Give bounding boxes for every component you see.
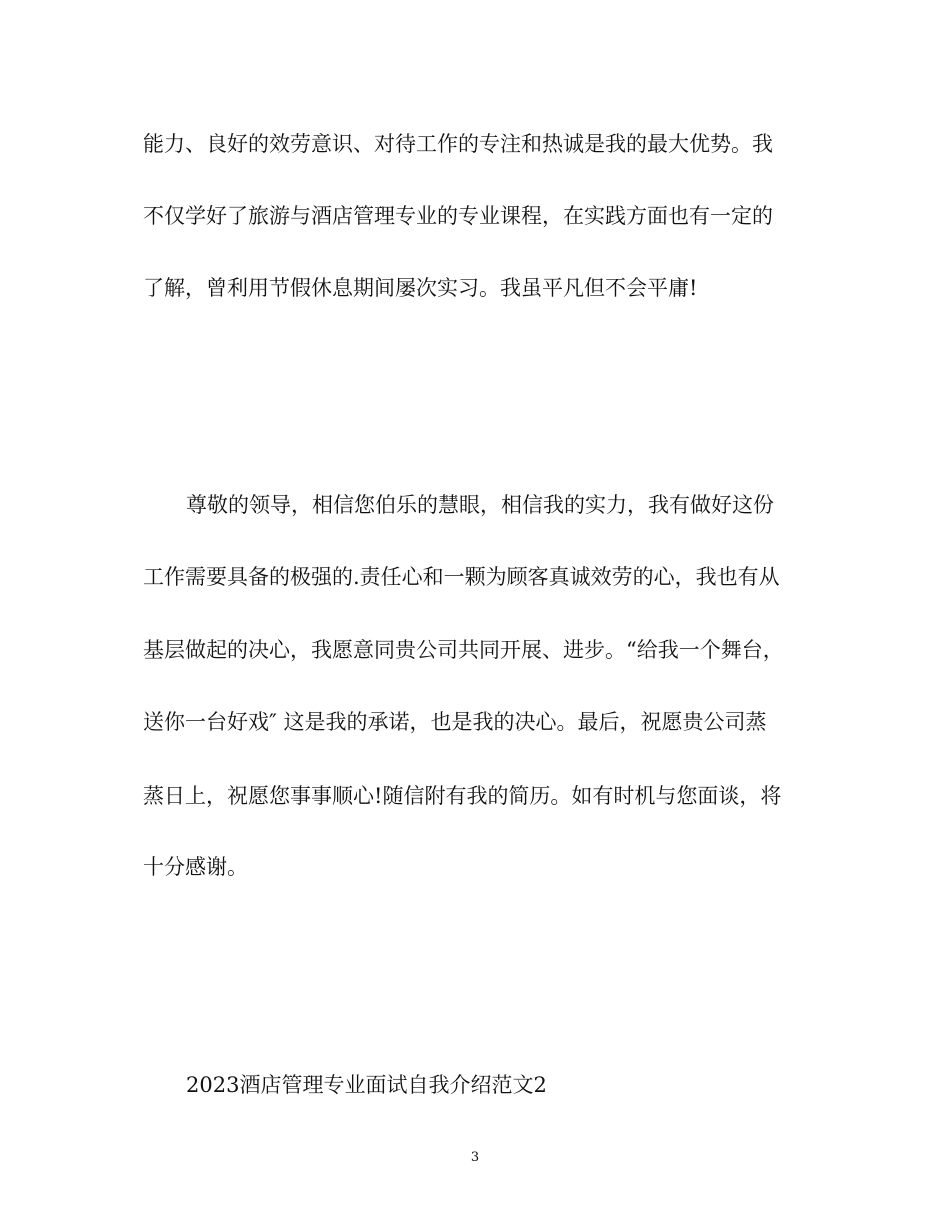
paragraph-line: 基层做起的决心，我愿意同贵公司共同开展、进步。“给我一个舞台， xyxy=(143,638,784,662)
paragraph-line: 送你一台好戏″ 这是我的承诺，也是我的决心。最后，祝愿贵公司蒸 xyxy=(143,710,767,734)
paragraph-line: 十分感谢。 xyxy=(143,855,248,879)
paragraph-line: 了解，曾利用节假休息期间屡次实习。我虽平凡但不会平庸! xyxy=(143,276,698,300)
paragraph-line: 能力、良好的效劳意识、对待工作的专注和热诚是我的最大优势。我 xyxy=(143,132,773,156)
paragraph-line: 尊敬的领导，相信您伯乐的慧眼，相信我的实力，我有做好这份 xyxy=(186,493,774,517)
paragraph-line: 不仅学好了旅游与酒店管理专业的专业课程，在实践方面也有一定的 xyxy=(143,204,773,228)
section-heading: 2023酒店管理专业面试自我介绍范文2 xyxy=(186,1073,547,1097)
paragraph-line: 蒸日上，祝愿您事事顺心!随信附有我的简历。如有时机与您面谈，将 xyxy=(143,784,782,808)
paragraph-line: 工作需要具备的极强的.责任心和一颗为顾客真诚效劳的心，我也有从 xyxy=(143,565,780,589)
page-number: 3 xyxy=(470,1150,480,1165)
